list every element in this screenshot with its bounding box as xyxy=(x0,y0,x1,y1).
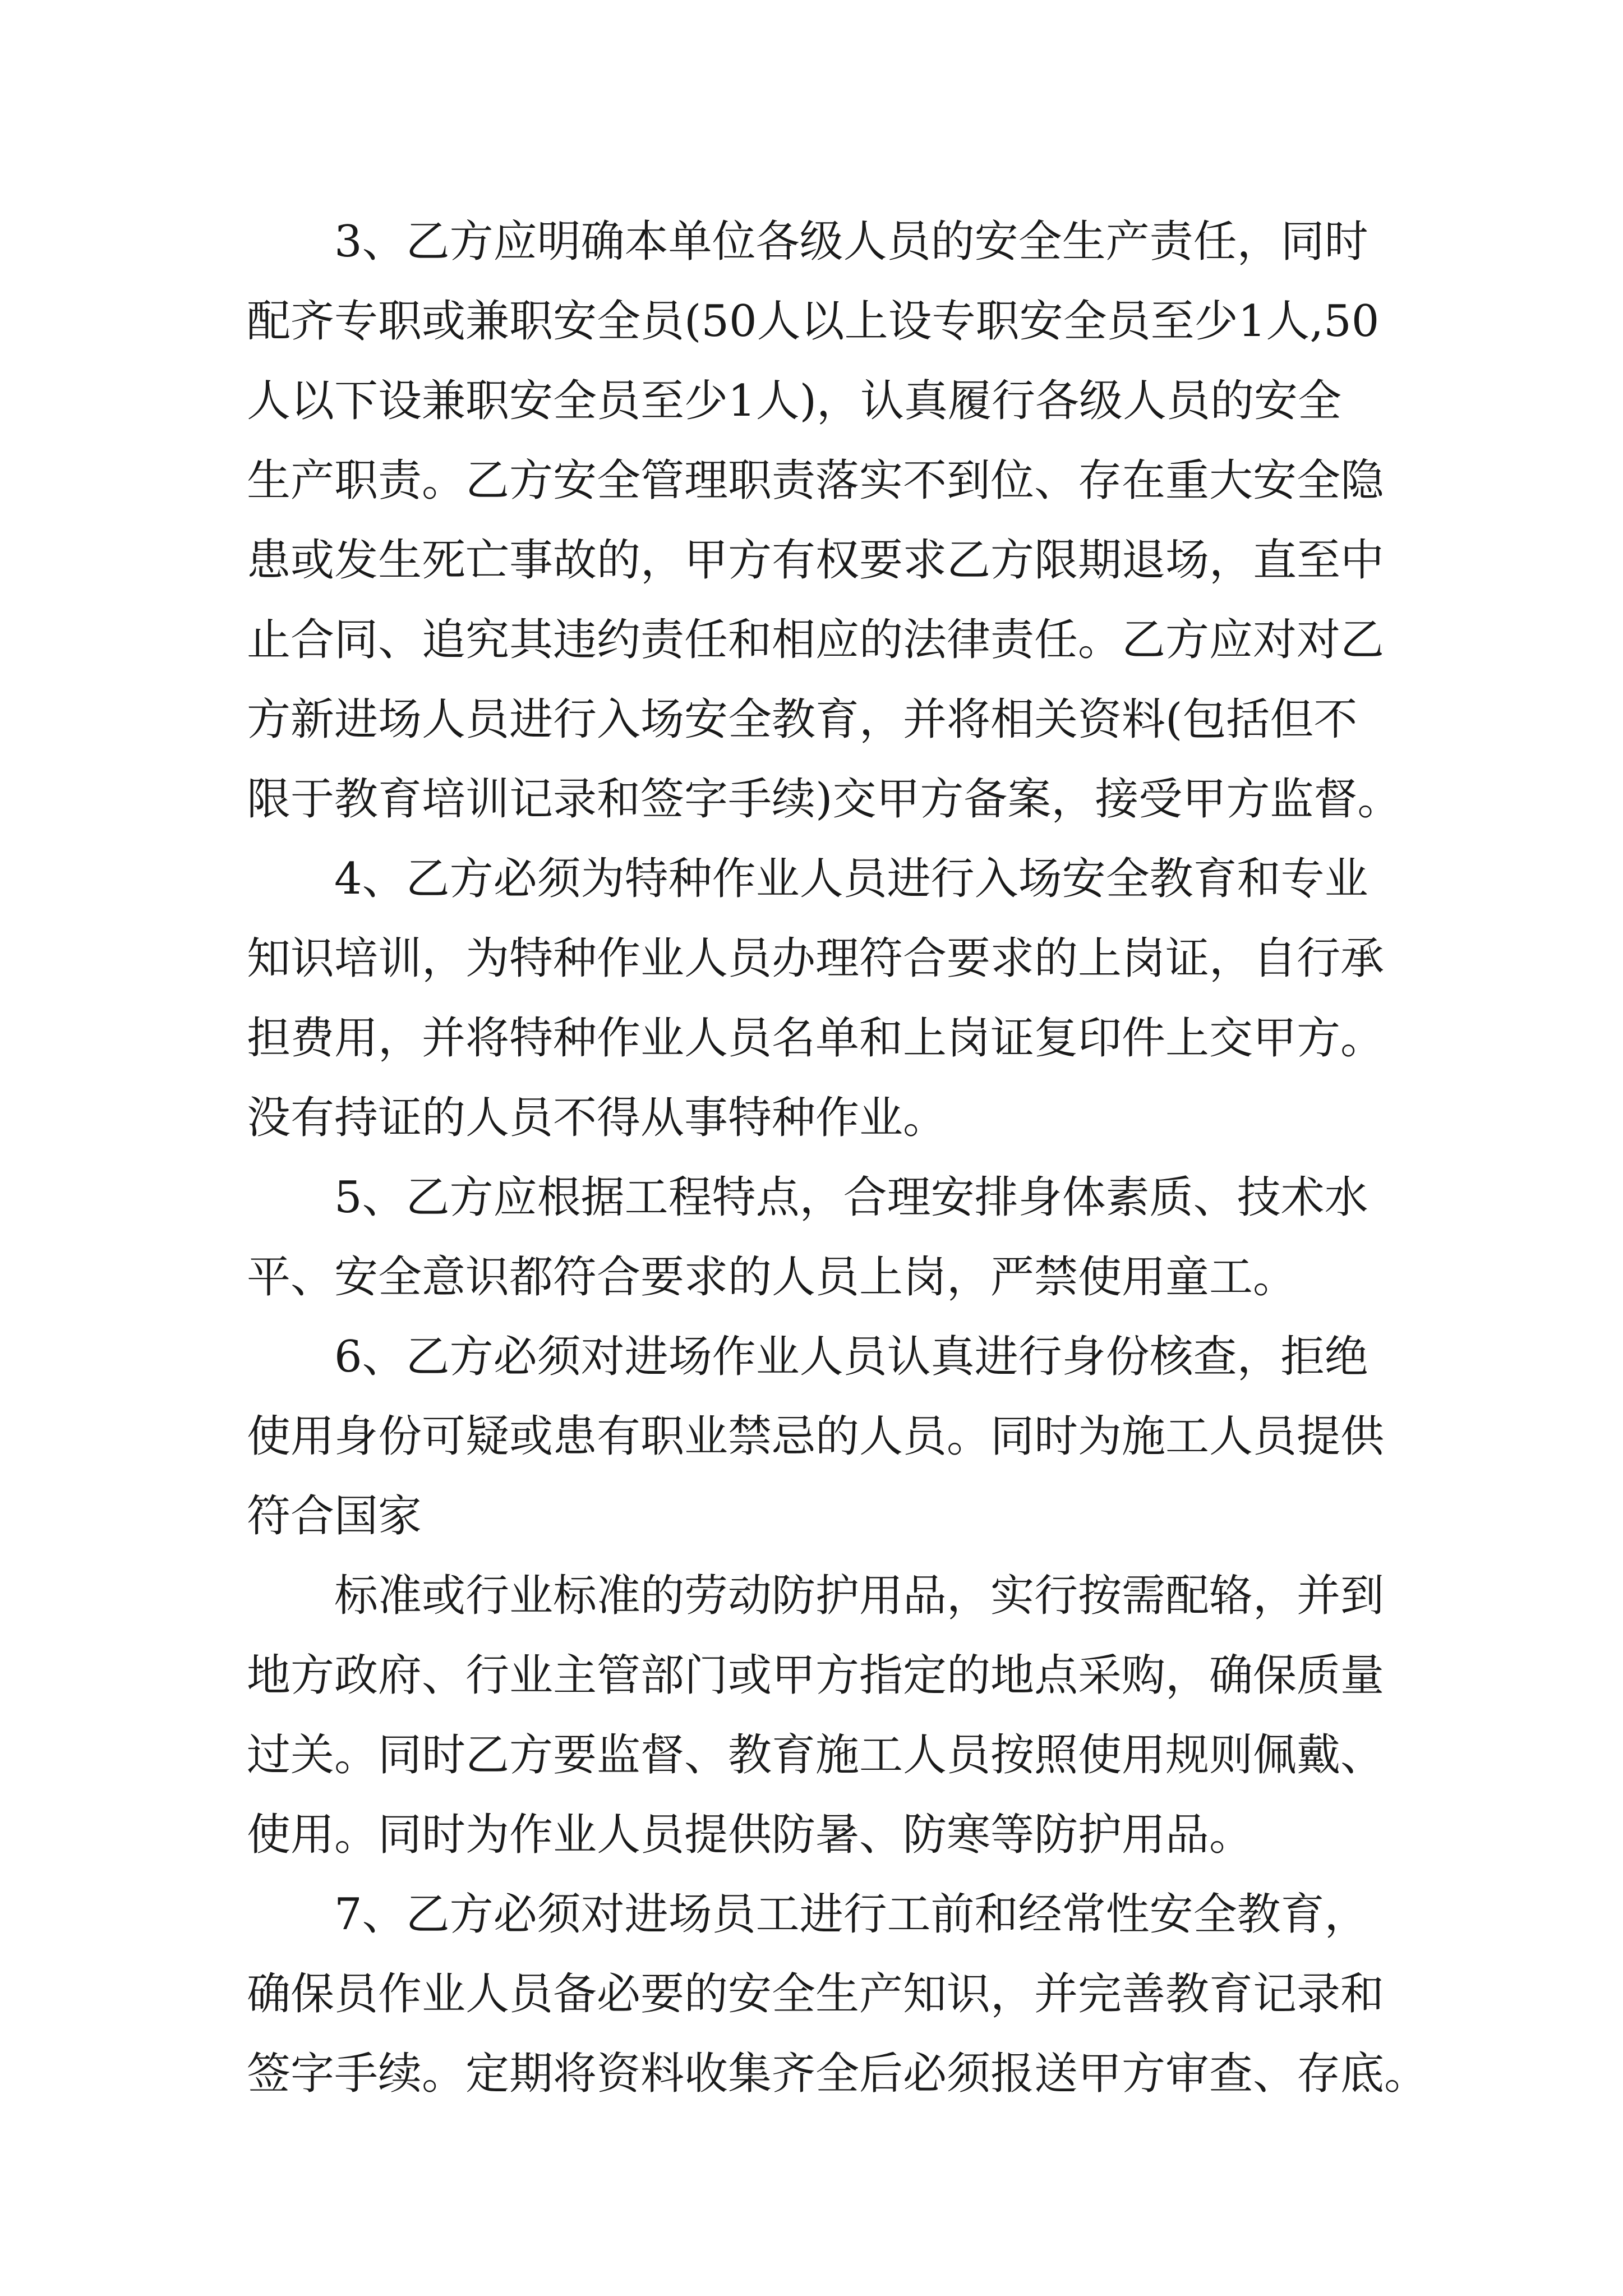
text-line: 止合同、追究其违约责任和相应的法律责任。乙方应对对乙 xyxy=(247,615,1385,665)
text-line: 患或发生死亡事故的，甲方有权要求乙方限期退场，直至中 xyxy=(247,535,1385,586)
text-line: 5、乙方应根据工程特点，合理安排身体素质、技术水 xyxy=(334,1172,1368,1223)
text-line: 使用身份可疑或患有职业禁忌的人员。同时为施工人员提供 xyxy=(247,1411,1385,1462)
text-line: 生产职责。乙方安全管理职责落实不到位、存在重大安全隐 xyxy=(247,455,1385,506)
text-line: 4、乙方必须为特种作业人员进行入场安全教育和专业 xyxy=(334,854,1368,904)
text-line: 限于教育培训记录和签字手续)交甲方备案，接受甲方监督。 xyxy=(247,774,1401,825)
text-line: 确保员作业人员备必要的安全生产知识，并完善教育记录和 xyxy=(247,1969,1385,2019)
text-line: 签字手续。定期将资料收集齐全后必须报送甲方审查、存底。 xyxy=(247,2049,1428,2099)
text-line: 3、乙方应明确本单位各级人员的安全生产责任，同时 xyxy=(334,217,1368,267)
text-line: 知识培训，为特种作业人员办理符合要求的上岗证，自行承 xyxy=(247,933,1385,984)
text-line: 符合国家 xyxy=(247,1491,422,1542)
document-body xyxy=(247,202,1428,2114)
text-line: 过关。同时乙方要监督、教育施工人员按照使用规则佩戴、 xyxy=(247,1730,1385,1780)
text-line: 平、安全意识都符合要求的人员上岗，严禁使用童工。 xyxy=(247,1252,1297,1303)
text-line: 地方政府、行业主管部门或甲方指定的地点采购，确保质量 xyxy=(247,1650,1385,1701)
text-line: 标准或行业标准的劳动防护用品，实行按需配辂，并到 xyxy=(334,1571,1385,1621)
text-line: 担费用，并将特种作业人员名单和上岗证复印件上交甲方。 xyxy=(247,1013,1385,1064)
text-line: 没有持证的人员不得从事特种作业。 xyxy=(247,1093,947,1143)
text-line: 人以下设兼职安全员至少1人)，认真履行各级人员的安全 xyxy=(247,376,1342,426)
text-line: 7、乙方必须对进场员工进行工前和经常性安全教育， xyxy=(334,1889,1368,1940)
text-line: 方新进场人员进行入场安全教育，并将相关资料(包括但不 xyxy=(247,694,1358,745)
text-line: 使用。同时为作业人员提供防暑、防寒等防护用品。 xyxy=(247,1810,1253,1860)
text-line: 配齐专职或兼职安全员(50人以上设专职安全员至少1人,50 xyxy=(247,296,1380,347)
text-line: 6、乙方必须对进场作业人员认真进行身份核查，拒绝 xyxy=(334,1332,1368,1382)
